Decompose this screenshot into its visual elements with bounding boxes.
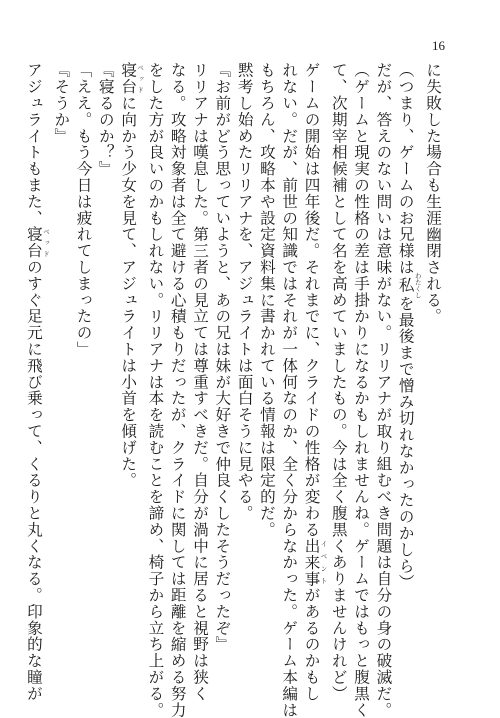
text-line [117,62,144,662]
text-segment: に向かう少女を見て、アジュライトは小首を傾げた。 [119,94,138,489]
text-line [233,62,255,662]
text-segment: もちろん、攻略本や設定資料集に書かれている情報は限定的だ。 [257,62,276,538]
text-line [95,62,117,662]
text-segment: （つまり、ゲームのお兄様は [396,62,415,276]
text-line [166,62,188,718]
text-line [144,62,166,718]
text-line [300,62,328,702]
ruby-reading: イベント [319,537,328,587]
ruby-base: 私 [396,272,415,299]
text-segment: 『そうか』 [52,62,71,144]
text-segment: リリアナは嘆息した。第三者の見立ては尊重すべきだ。自分が渦中に居ると視野は狭く [191,62,210,702]
page-number: 16 [432,38,445,53]
ruby-reading: ベッド [41,226,50,259]
text-line [328,62,350,702]
ruby-reading: わたくし [413,272,422,299]
text-segment: て、次期宰相候補として名を高めていましたもの。今は全く腹黒くありませんけれど） [329,62,348,702]
text-segment: 『お前がどう思っていようと、あの兄は妹が大好きで仲良くしたそうだったぞ』 [213,62,232,653]
text-line [372,62,394,718]
text-line [211,62,233,662]
text-line [50,62,72,662]
text-segment: 「ええ。もう今日は疲れてしまったの」 [74,62,93,358]
text-segment: に失敗した場合も生涯幽閉される。 [424,62,442,325]
ruby-base: 寝台 [24,226,43,259]
text-line [72,62,94,662]
ruby-annotation [24,226,50,259]
ruby-annotation [119,62,145,95]
ruby-base: 出来事 [302,537,321,587]
text-segment: のすぐ足元に飛び乗って、くるりと丸くなる。印象的な瞳が [24,258,43,702]
text-segment: アジュライトもまた、 [24,62,43,226]
ruby-reading: ベッド [136,62,145,95]
ruby-annotation [396,272,422,299]
ruby-base: 寝台 [119,62,138,95]
text-segment: をした方が良いのかもしれない。リリアナは本を読むことを諦め、椅子から立ち上がる。 [146,62,165,718]
text-segment: なる。攻略対象者は全て避ける心積もりだったが、クライドに関しては距離を縮める努力 [168,62,187,718]
text-line [394,62,421,662]
text-segment: ゲームの開始は四年後だ。それまでに、クライドの性格が変わる [302,62,321,538]
text-segment: を最後まで憎み切れなかったのかしら） [396,295,415,591]
text-segment: 『寝るのか？』 [96,62,115,177]
text-line [422,62,444,662]
text-segment: （ゲームと現実の性格の差は手掛かりになるかもしれませんね。ゲームではもっと腹黒く [352,62,371,718]
vertical-text-body [23,62,444,718]
ruby-annotation [302,537,328,587]
text-line [256,62,278,662]
text-segment: だが、答えのない問いは意味がない。リリアナが取り組むべき問題は自分の身の破滅だ。 [374,62,393,718]
text-line [23,62,50,702]
text-line [350,62,372,718]
text-segment: があるのかもし [302,586,321,702]
text-segment: 黙考し始めたリリアナを、アジュライトは面白そうに見やる。 [235,62,254,522]
text-line [189,62,211,702]
text-line [278,62,300,718]
text-segment: れない。だが、前世の知識ではそれが一体何なのか、全く分からなかった。ゲーム本編は [280,62,299,718]
